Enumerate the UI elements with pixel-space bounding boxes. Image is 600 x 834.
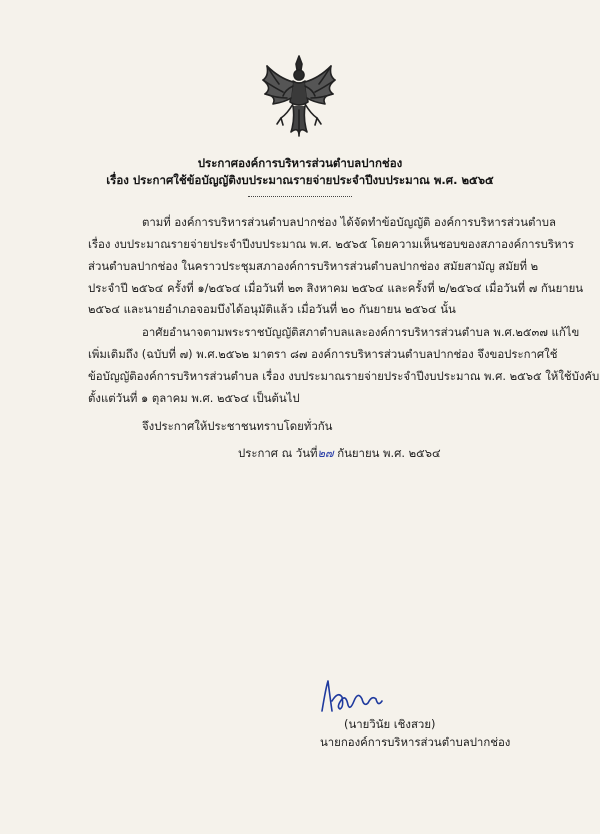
signatory-position: นายกองค์การบริหารส่วนตำบลปากช่อง xyxy=(320,735,511,749)
paragraph-1-line-2: เรื่อง งบประมาณรายจ่ายประจำปีงบประมาณ พ.ศ. ๒๕๖๕ โดยความเห็นชอบของสภาองค์การบริหาร xyxy=(88,237,574,251)
paragraph-2-line-3: ข้อบัญญัติองค์การบริหารส่วนตำบล เรื่อง งบประมาณรายจ่ายประจำปีงบประมาณ พ.ศ. ๒๕๖๕ ให้ใช้บังคับ xyxy=(88,369,600,383)
announcement-subject: เรื่อง ประกาศใช้ข้อบัญญัติงบประมาณรายจ่ายประจำปีงบประมาณ พ.ศ. ๒๕๖๕ xyxy=(106,173,494,187)
paragraph-1-line-4: ประจำปี ๒๕๖๔ ครั้งที่ ๑/๒๕๖๔ เมื่อวันที่ ๒๓ สิงหาคม ๒๕๖๔ และครั้งที่ ๒/๒๕๖๔ เมื่อวันที่ ๗ กันยายน xyxy=(88,281,584,295)
announcement-issuer: ประกาศองค์การบริหารส่วนตำบลปากช่อง xyxy=(197,156,403,170)
date-suffix: กันยายน พ.ศ. ๒๕๖๔ xyxy=(337,446,441,460)
paragraph-1-line-5: ๒๕๖๔ และนายอำเภอจอมบึงได้อนุมัติแล้ว เมื่อวันที่ ๒๐ กันยายน ๒๕๖๔ นั้น xyxy=(88,302,456,316)
signatory-name: (นายวินัย เชิงสวย) xyxy=(344,717,436,731)
paragraph-2-line-2: เพิ่มเติมถึง (ฉบับที่ ๗) พ.ศ.๒๕๖๒ มาตรา ๘๗ องค์การบริหารส่วนตำบลปากช่อง จึงขอประกาศใช้ xyxy=(88,347,558,361)
announcement-date xyxy=(238,445,441,463)
closing-statement: จึงประกาศให้ประชาชนทราบโดยทั่วกัน xyxy=(142,419,333,433)
garuda-emblem-icon xyxy=(253,52,345,144)
paragraph-1-line-3: ส่วนตำบลปากช่อง ในคราวประชุมสภาองค์การบริหารส่วนตำบลปากช่อง สมัยสามัญ สมัยที่ ๒ xyxy=(88,259,539,273)
paragraph-2-line-4: ตั้งแต่วันที่ ๑ ตุลาคม พ.ศ. ๒๕๖๔ เป็นต้นไป xyxy=(88,391,300,405)
paragraph-1-line-1: ตามที่ องค์การบริหารส่วนตำบลปากช่อง ได้จัดทำข้อบัญญัติ องค์การบริหารส่วนตำบล xyxy=(142,215,556,229)
date-day: ๒๗ xyxy=(317,446,334,460)
paragraph-2-line-1: อาศัยอำนาจตามพระราชบัญญัติสภาตำบลและองค์การบริหารส่วนตำบล พ.ศ.๒๕๓๗ แก้ไข xyxy=(142,325,580,339)
date-prefix: ประกาศ ณ วันที่ xyxy=(238,446,318,460)
handwritten-signature xyxy=(318,677,384,717)
title-divider xyxy=(248,196,352,197)
